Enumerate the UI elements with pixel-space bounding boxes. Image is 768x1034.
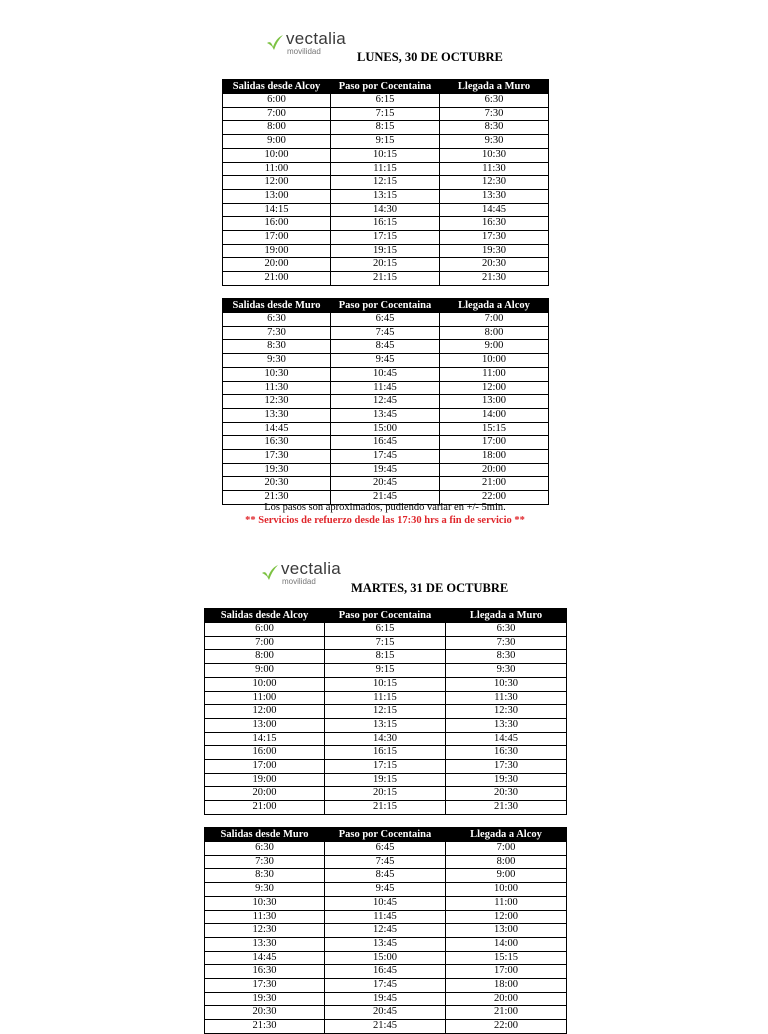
time-cell: 8:15: [325, 650, 446, 664]
table-row: [205, 1006, 567, 1020]
table-row: [205, 636, 567, 650]
time-cell: 12:30: [440, 176, 549, 190]
day-title: LUNES, 30 DE OCTUBRE: [357, 50, 503, 64]
table-row: [205, 924, 567, 938]
table-row: [223, 313, 549, 327]
time-cell: 14:15: [205, 732, 325, 746]
time-cell: 17:30: [223, 450, 331, 464]
time-cell: 14:00: [440, 408, 549, 422]
time-cell: 6:15: [325, 623, 446, 637]
time-cell: 7:00: [440, 313, 549, 327]
table-row: [223, 395, 549, 409]
table-header-row: [205, 609, 567, 623]
time-cell: 20:45: [331, 477, 440, 491]
logo-subtitle: movilidad: [282, 577, 316, 586]
time-cell: 9:30: [223, 354, 331, 368]
time-cell: 11:45: [325, 910, 446, 924]
time-cell: 10:30: [223, 367, 331, 381]
time-cell: 6:30: [440, 94, 549, 108]
timetable-alcoy-muro: [222, 79, 549, 286]
table-row: [205, 760, 567, 774]
time-cell: 21:30: [440, 272, 549, 286]
time-cell: 16:45: [325, 965, 446, 979]
time-cell: 16:00: [223, 217, 331, 231]
table-row: [223, 176, 549, 190]
logo-subtitle: movilidad: [287, 47, 321, 56]
column-header: Salidas desde Muro: [223, 299, 331, 313]
table-row: [205, 869, 567, 883]
time-cell: 7:30: [223, 326, 331, 340]
time-cell: 9:00: [223, 135, 331, 149]
time-cell: 8:30: [440, 121, 549, 135]
column-header: Salidas desde Muro: [205, 828, 325, 842]
time-cell: 6:30: [205, 842, 325, 856]
time-cell: 20:00: [223, 258, 331, 272]
table-row: [223, 463, 549, 477]
time-cell: 16:30: [205, 965, 325, 979]
time-cell: 21:00: [446, 1006, 567, 1020]
time-cell: 21:30: [223, 491, 331, 505]
time-cell: 19:15: [325, 773, 446, 787]
timetable-muro-alcoy: [222, 298, 549, 505]
time-cell: 17:30: [205, 979, 325, 993]
time-cell: 21:00: [223, 272, 331, 286]
time-cell: 13:45: [325, 937, 446, 951]
time-cell: 6:15: [331, 94, 440, 108]
time-cell: 8:00: [446, 855, 567, 869]
table-row: [223, 477, 549, 491]
time-cell: 7:15: [325, 636, 446, 650]
table-row: [223, 135, 549, 149]
time-cell: 16:00: [205, 746, 325, 760]
time-cell: 10:00: [446, 883, 567, 897]
table-row: [205, 650, 567, 664]
time-cell: 22:00: [446, 1020, 567, 1034]
time-cell: 17:00: [223, 231, 331, 245]
time-cell: 13:45: [331, 408, 440, 422]
time-cell: 11:00: [223, 162, 331, 176]
table-row: [223, 354, 549, 368]
time-cell: 20:30: [440, 258, 549, 272]
time-cell: 17:45: [325, 979, 446, 993]
time-cell: 8:00: [205, 650, 325, 664]
table-row: [205, 718, 567, 732]
table-row: [205, 746, 567, 760]
reinforcement-services-note: ** Servicios de refuerzo desde las 17:30 hrs a fin de servicio **: [245, 515, 525, 526]
time-cell: 15:00: [331, 422, 440, 436]
time-cell: 13:30: [223, 408, 331, 422]
time-cell: 17:15: [325, 760, 446, 774]
time-cell: 19:30: [205, 992, 325, 1006]
column-header: Salidas desde Alcoy: [223, 80, 331, 94]
time-cell: 6:00: [223, 94, 331, 108]
time-cell: 13:00: [440, 395, 549, 409]
time-cell: 21:30: [205, 1020, 325, 1034]
time-cell: 13:00: [446, 924, 567, 938]
table-row: [205, 965, 567, 979]
time-cell: 8:15: [331, 121, 440, 135]
time-cell: 14:45: [446, 732, 567, 746]
time-cell: 13:30: [205, 937, 325, 951]
time-cell: 16:45: [331, 436, 440, 450]
time-cell: 20:45: [325, 1006, 446, 1020]
time-cell: 16:30: [223, 436, 331, 450]
time-cell: 20:00: [205, 787, 325, 801]
table-row: [205, 1020, 567, 1034]
time-cell: 12:30: [205, 924, 325, 938]
time-cell: 7:30: [205, 855, 325, 869]
time-cell: 21:00: [440, 477, 549, 491]
time-cell: 16:15: [325, 746, 446, 760]
time-cell: 17:00: [440, 436, 549, 450]
table-row: [223, 381, 549, 395]
column-header: Llegada a Alcoy: [440, 299, 549, 313]
table-row: [205, 705, 567, 719]
time-cell: 12:15: [331, 176, 440, 190]
table-row: [223, 244, 549, 258]
column-header: Paso por Cocentaina: [331, 80, 440, 94]
table-row: [205, 896, 567, 910]
table-row: [223, 367, 549, 381]
time-cell: 19:15: [331, 244, 440, 258]
time-cell: 9:45: [331, 354, 440, 368]
time-cell: 17:45: [331, 450, 440, 464]
column-header: Salidas desde Alcoy: [205, 609, 325, 623]
time-cell: 22:00: [440, 491, 549, 505]
time-cell: 16:30: [446, 746, 567, 760]
time-cell: 9:15: [331, 135, 440, 149]
time-cell: 19:45: [325, 992, 446, 1006]
time-cell: 17:30: [446, 760, 567, 774]
table-row: [205, 732, 567, 746]
column-header: Llegada a Alcoy: [446, 828, 567, 842]
time-cell: 11:30: [223, 381, 331, 395]
time-cell: 17:15: [331, 231, 440, 245]
time-cell: 6:45: [325, 842, 446, 856]
time-cell: 12:00: [205, 705, 325, 719]
time-cell: 10:00: [205, 677, 325, 691]
time-cell: 21:30: [446, 801, 567, 815]
time-cell: 8:30: [446, 650, 567, 664]
time-cell: 12:30: [446, 705, 567, 719]
table-header-row: [205, 828, 567, 842]
timetable-muro-alcoy: [204, 827, 567, 1034]
table-row: [205, 773, 567, 787]
time-cell: 13:15: [331, 189, 440, 203]
time-cell: 10:15: [331, 148, 440, 162]
time-cell: 20:15: [331, 258, 440, 272]
time-cell: 21:15: [325, 801, 446, 815]
time-cell: 11:00: [440, 367, 549, 381]
time-cell: 8:30: [223, 340, 331, 354]
time-cell: 7:30: [440, 107, 549, 121]
time-cell: 9:00: [205, 664, 325, 678]
leaf-icon: [266, 35, 284, 51]
table-row: [205, 677, 567, 691]
time-cell: 13:00: [205, 718, 325, 732]
table-row: [223, 148, 549, 162]
time-cell: 10:00: [440, 354, 549, 368]
time-cell: 14:45: [223, 422, 331, 436]
time-cell: 15:15: [446, 951, 567, 965]
time-cell: 8:00: [223, 121, 331, 135]
time-cell: 13:15: [325, 718, 446, 732]
time-cell: 9:30: [446, 664, 567, 678]
vectalia-logo: [261, 559, 361, 593]
table-row: [223, 107, 549, 121]
time-cell: 12:00: [223, 176, 331, 190]
time-cell: 9:45: [325, 883, 446, 897]
table-row: [223, 94, 549, 108]
table-row: [223, 326, 549, 340]
time-cell: 14:30: [325, 732, 446, 746]
table-row: [205, 883, 567, 897]
table-header-row: [223, 80, 549, 94]
time-cell: 7:15: [331, 107, 440, 121]
logo-wordmark: vectalia: [286, 29, 347, 48]
time-cell: 10:30: [205, 896, 325, 910]
table-row: [223, 203, 549, 217]
table-row: [223, 450, 549, 464]
time-cell: 9:30: [440, 135, 549, 149]
time-cell: 14:00: [446, 937, 567, 951]
time-cell: 12:00: [446, 910, 567, 924]
day-title: MARTES, 31 DE OCTUBRE: [351, 581, 509, 595]
time-cell: 20:15: [325, 787, 446, 801]
time-cell: 8:00: [440, 326, 549, 340]
time-cell: 19:30: [440, 244, 549, 258]
time-cell: 9:15: [325, 664, 446, 678]
time-cell: 17:30: [440, 231, 549, 245]
time-cell: 9:00: [440, 340, 549, 354]
time-cell: 20:30: [205, 1006, 325, 1020]
time-cell: 12:15: [325, 705, 446, 719]
time-cell: 17:00: [205, 760, 325, 774]
table-row: [223, 272, 549, 286]
time-cell: 6:45: [331, 313, 440, 327]
time-cell: 10:30: [440, 148, 549, 162]
time-cell: 8:30: [205, 869, 325, 883]
time-cell: 14:45: [440, 203, 549, 217]
time-cell: 11:15: [331, 162, 440, 176]
table-row: [223, 258, 549, 272]
time-cell: 13:00: [223, 189, 331, 203]
time-cell: 6:30: [446, 623, 567, 637]
table-row: [205, 910, 567, 924]
time-cell: 12:00: [440, 381, 549, 395]
table-header-row: [223, 299, 549, 313]
time-cell: 9:00: [446, 869, 567, 883]
table-row: [205, 787, 567, 801]
approximate-times-note: Los pasos son aproximados, pudiendo variar en +/- 5min.: [264, 502, 506, 513]
time-cell: 16:30: [440, 217, 549, 231]
time-cell: 11:30: [205, 910, 325, 924]
leaf-icon: [261, 565, 279, 581]
time-cell: 12:45: [331, 395, 440, 409]
time-cell: 14:30: [331, 203, 440, 217]
timetable-alcoy-muro: [204, 608, 567, 815]
time-cell: 7:00: [223, 107, 331, 121]
time-cell: 21:45: [325, 1020, 446, 1034]
column-header: Paso por Cocentaina: [331, 299, 440, 313]
time-cell: 8:45: [325, 869, 446, 883]
time-cell: 10:00: [223, 148, 331, 162]
table-row: [223, 231, 549, 245]
column-header: Paso por Cocentaina: [325, 609, 446, 623]
table-row: [205, 992, 567, 1006]
time-cell: 20:00: [446, 992, 567, 1006]
table-row: [223, 162, 549, 176]
time-cell: 6:00: [205, 623, 325, 637]
table-row: [223, 422, 549, 436]
time-cell: 20:30: [446, 787, 567, 801]
time-cell: 15:15: [440, 422, 549, 436]
time-cell: 10:30: [446, 677, 567, 691]
table-row: [205, 691, 567, 705]
table-row: [223, 340, 549, 354]
column-header: Llegada a Muro: [440, 80, 549, 94]
time-cell: 11:30: [440, 162, 549, 176]
column-header: Llegada a Muro: [446, 609, 567, 623]
time-cell: 16:15: [331, 217, 440, 231]
time-cell: 7:00: [446, 842, 567, 856]
table-row: [223, 436, 549, 450]
table-row: [223, 121, 549, 135]
time-cell: 21:15: [331, 272, 440, 286]
time-cell: 12:30: [223, 395, 331, 409]
time-cell: 11:45: [331, 381, 440, 395]
time-cell: 19:45: [331, 463, 440, 477]
time-cell: 11:00: [446, 896, 567, 910]
table-row: [205, 664, 567, 678]
time-cell: 20:00: [440, 463, 549, 477]
table-row: [205, 979, 567, 993]
table-row: [205, 842, 567, 856]
time-cell: 17:00: [446, 965, 567, 979]
time-cell: 10:45: [325, 896, 446, 910]
time-cell: 19:00: [205, 773, 325, 787]
column-header: Paso por Cocentaina: [325, 828, 446, 842]
time-cell: 11:15: [325, 691, 446, 705]
logo-wordmark: vectalia: [281, 559, 342, 578]
time-cell: 10:45: [331, 367, 440, 381]
table-row: [223, 189, 549, 203]
time-cell: 19:00: [223, 244, 331, 258]
time-cell: 13:30: [440, 189, 549, 203]
time-cell: 18:00: [446, 979, 567, 993]
time-cell: 12:45: [325, 924, 446, 938]
time-cell: 19:30: [223, 463, 331, 477]
table-row: [223, 408, 549, 422]
time-cell: 8:45: [331, 340, 440, 354]
time-cell: 15:00: [325, 951, 446, 965]
table-row: [205, 801, 567, 815]
time-cell: 7:30: [446, 636, 567, 650]
time-cell: 14:45: [205, 951, 325, 965]
time-cell: 7:45: [325, 855, 446, 869]
vectalia-logo: [266, 29, 366, 63]
table-row: [205, 951, 567, 965]
time-cell: 20:30: [223, 477, 331, 491]
time-cell: 9:30: [205, 883, 325, 897]
table-row: [223, 217, 549, 231]
time-cell: 7:45: [331, 326, 440, 340]
time-cell: 11:00: [205, 691, 325, 705]
table-row: [205, 937, 567, 951]
time-cell: 19:30: [446, 773, 567, 787]
time-cell: 10:15: [325, 677, 446, 691]
time-cell: 6:30: [223, 313, 331, 327]
time-cell: 11:30: [446, 691, 567, 705]
time-cell: 13:30: [446, 718, 567, 732]
time-cell: 18:00: [440, 450, 549, 464]
time-cell: 7:00: [205, 636, 325, 650]
time-cell: 21:00: [205, 801, 325, 815]
time-cell: 21:45: [331, 491, 440, 505]
table-row: [205, 623, 567, 637]
table-row: [205, 855, 567, 869]
time-cell: 14:15: [223, 203, 331, 217]
